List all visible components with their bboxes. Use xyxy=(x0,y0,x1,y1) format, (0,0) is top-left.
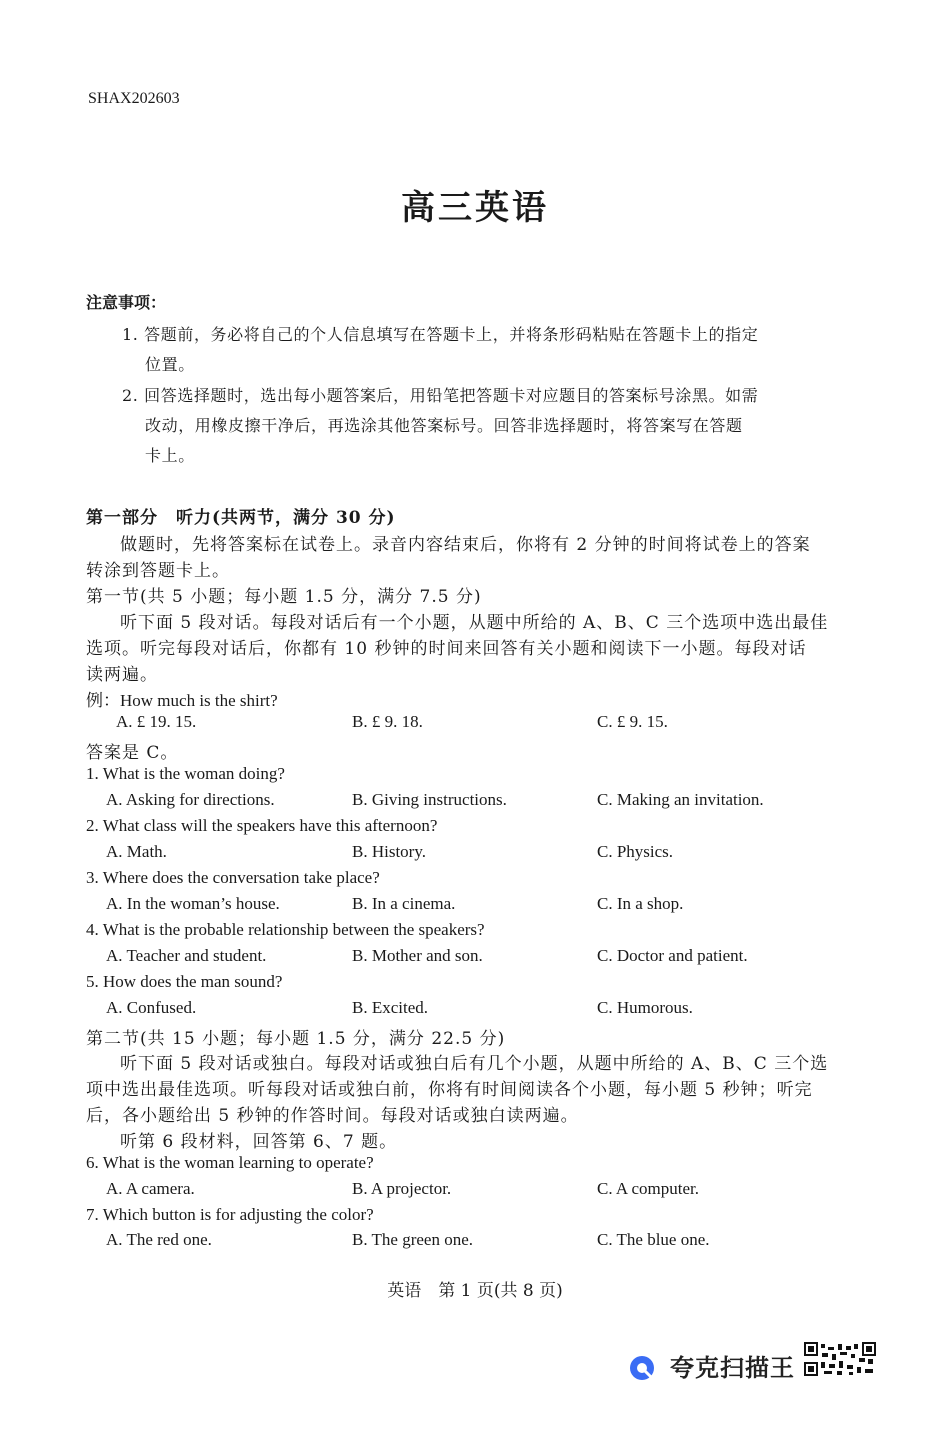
quark-logo-icon xyxy=(628,1354,656,1382)
q5-option-a: A. Confused. xyxy=(106,998,197,1017)
q7-option-b: B. The green one. xyxy=(352,1230,474,1249)
question-3: 3. Where does the conversation take place? xyxy=(86,868,380,887)
question-7: 7. Which button is for adjusting the color? xyxy=(86,1205,374,1224)
example-question: 例：How much is the shirt? xyxy=(86,691,278,710)
section1-instr-line-1: 听下面 5 段对话。每段对话后有一个小题，从题中所给的 A、B、C 三个选项中选出最佳 xyxy=(120,613,829,633)
section2-instr-line-3: 后，各小题给出 5 秒钟的作答时间。每段对话或独白读两遍。 xyxy=(86,1106,579,1126)
q2-option-c: C. Physics. xyxy=(597,842,674,861)
q4-option-c: C. Doctor and patient. xyxy=(597,946,748,965)
part1-instr-line-1: 做题时，先将答案标在试卷上。录音内容结束后，你将有 2 分钟的时间将试卷上的答案 xyxy=(120,535,811,555)
example-option-a: A. £ 19. 15. xyxy=(116,712,197,731)
notice-item-2-line-3: 卡上。 xyxy=(145,446,195,465)
question-6: 6. What is the woman learning to operate? xyxy=(86,1153,374,1172)
q1-option-c: C. Making an invitation. xyxy=(597,790,764,809)
q4-option-b: B. Mother and son. xyxy=(352,946,483,965)
notice-item-2-line-2: 改动，用橡皮擦干净后，再选涂其他答案标号。回答非选择题时，将答案写在答题 xyxy=(145,416,743,435)
section2-heading: 第二节(共 15 小题；每小题 1.5 分，满分 22.5 分) xyxy=(86,1029,506,1049)
q5-option-b: B. Excited. xyxy=(352,998,429,1017)
scanner-watermark xyxy=(628,1348,798,1384)
part1-heading: 第一部分 听力(共两节，满分 30 分) xyxy=(86,508,396,528)
section2-material-line: 听第 6 段材料，回答第 6、7 题。 xyxy=(120,1132,398,1152)
question-2: 2. What class will the speakers have this afternoon? xyxy=(86,816,438,835)
page-title: 高三英语 xyxy=(401,188,549,228)
qr-code-icon xyxy=(804,1342,876,1376)
doc-code: SHAX202603 xyxy=(88,90,180,107)
question-4: 4. What is the probable relationship between the speakers? xyxy=(86,920,485,939)
q3-option-b: B. In a cinema. xyxy=(352,894,456,913)
q7-option-a: A. The red one. xyxy=(106,1230,212,1249)
q2-option-a: A. Math. xyxy=(106,842,167,861)
notice-item-1-line-2: 位置。 xyxy=(145,355,195,374)
page-footer: 英语 第 1 页(共 8 页) xyxy=(387,1281,563,1301)
question-5: 5. How does the man sound? xyxy=(86,972,283,991)
section2-instr-line-2: 项中选出最佳选项。听每段对话或独白前，你将有时间阅读各个小题，每小题 5 秒钟；听完 xyxy=(86,1080,813,1100)
q1-option-b: B. Giving instructions. xyxy=(352,790,507,809)
part1-instr-line-2: 转涂到答题卡上。 xyxy=(86,561,230,581)
q4-option-a: A. Teacher and student. xyxy=(106,946,267,965)
q6-option-b: B. A projector. xyxy=(352,1179,452,1198)
q6-option-a: A. A camera. xyxy=(106,1179,195,1198)
question-1: 1. What is the woman doing? xyxy=(86,764,285,783)
notice-item-1-line-1: 1. 答题前，务必将自己的个人信息填写在答题卡上，并将条形码粘贴在答题卡上的指定 xyxy=(122,325,759,344)
example-option-b: B. £ 9. 18. xyxy=(352,712,423,731)
q5-option-c: C. Humorous. xyxy=(597,998,693,1017)
q1-option-a: A. Asking for directions. xyxy=(106,790,275,809)
notice-heading: 注意事项： xyxy=(86,293,167,312)
notice-item-2-line-1: 2. 回答选择题时，选出每小题答案后，用铅笔把答题卡对应题目的答案标号涂黑。如需 xyxy=(122,386,759,405)
section1-instr-line-2: 选项。听完每段对话后，你都有 10 秒钟的时间来回答有关小题和阅读下一小题。每段对话 xyxy=(86,639,807,659)
section1-instr-line-3: 读两遍。 xyxy=(86,665,158,685)
q7-option-c: C. The blue one. xyxy=(597,1230,710,1249)
section2-instr-line-1: 听下面 5 段对话或独白。每段对话或独白后有几个小题，从题中所给的 A、B、C 三个选 xyxy=(120,1054,829,1074)
example-option-c: C. £ 9. 15. xyxy=(597,712,668,731)
section1-heading: 第一节(共 5 小题；每小题 1.5 分，满分 7.5 分) xyxy=(86,587,482,607)
scanner-brand-text: 夸克扫描王 xyxy=(670,1354,795,1382)
q3-option-c: C. In a shop. xyxy=(597,894,684,913)
q2-option-b: B. History. xyxy=(352,842,426,861)
q6-option-c: C. A computer. xyxy=(597,1179,699,1198)
q3-option-a: A. In the woman’s house. xyxy=(106,894,280,913)
example-answer: 答案是 C。 xyxy=(86,743,179,763)
